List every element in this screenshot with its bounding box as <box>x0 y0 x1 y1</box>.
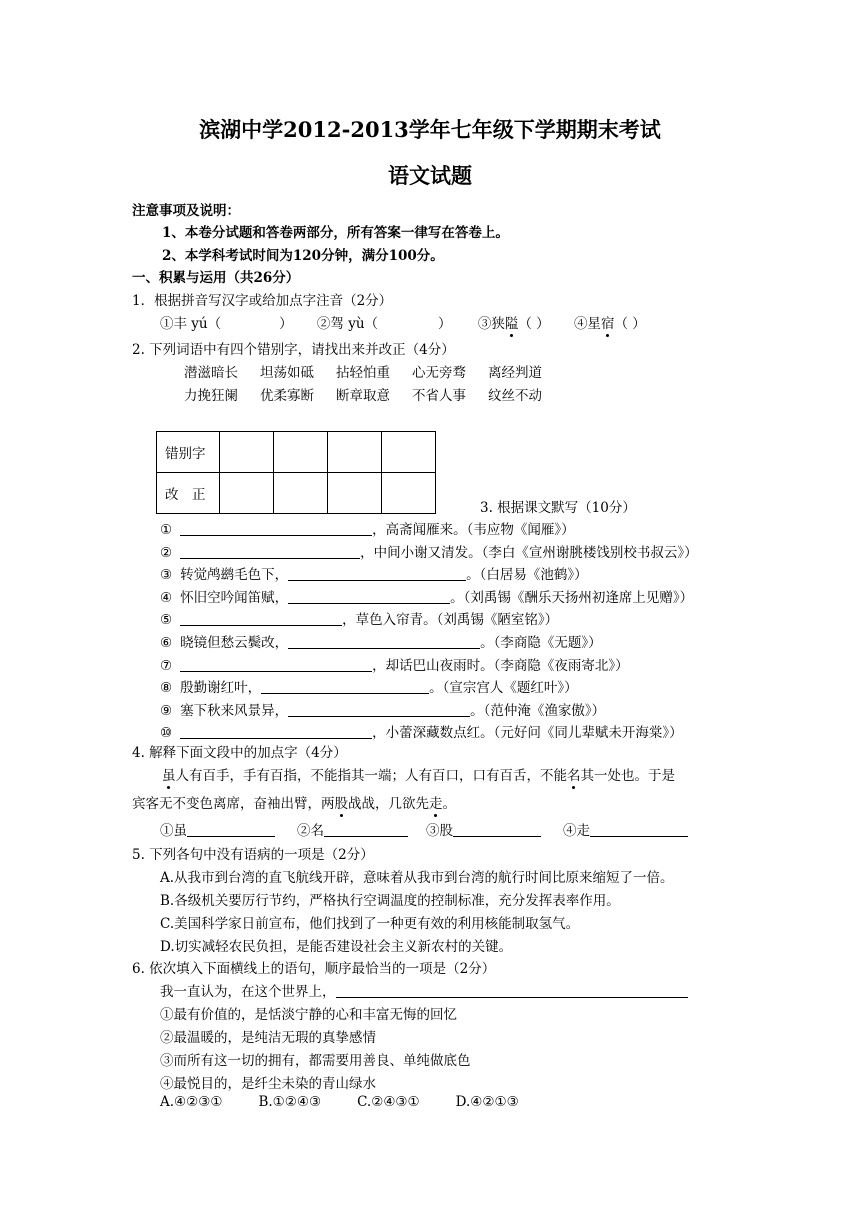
q6-lead: 我一直认为，在这个世界上， <box>160 980 688 1000</box>
q3-line <box>160 563 588 583</box>
q3-line-number: ③ <box>160 567 173 584</box>
q3-line-after: 。（范仲淹《渔家傲》） <box>470 702 606 719</box>
answer-blank[interactable] <box>261 680 429 695</box>
q1-item: ①丰 yú（ ） <box>160 316 293 332</box>
q4-passage-line <box>132 792 456 812</box>
answer-blank[interactable] <box>288 635 480 650</box>
section-heading: 一、积累与运用（共26分） <box>132 270 300 286</box>
q2-words-row2 <box>184 384 564 404</box>
answer-cell[interactable] <box>328 473 382 514</box>
q3-line <box>160 654 629 674</box>
answer-blank[interactable] <box>590 823 688 838</box>
answer-blank[interactable] <box>180 725 372 740</box>
dotted-char: 走 <box>429 792 443 812</box>
q2-word: 纹丝不动 <box>488 388 542 404</box>
q3-line-before: 晓镜但愁云鬓改， <box>180 635 289 651</box>
page-subtitle: 语文试题 <box>388 163 472 188</box>
q2-word: 潜滋暗长 <box>184 365 238 381</box>
q4-answer-label: ②名 <box>297 823 324 839</box>
table-header: 错别字 <box>157 432 220 473</box>
answer-blank[interactable] <box>180 544 360 559</box>
q6-choice: B.①②④③ <box>258 1094 322 1110</box>
q3-line-number: ④ <box>160 589 173 606</box>
q3-line-after: 。（白居易《池鹤》） <box>466 567 588 584</box>
q4-stem: 4. 解释下面文段中的加点字（4分） <box>132 745 347 761</box>
typo-table <box>156 431 436 514</box>
q3-line-number: ② <box>160 544 173 561</box>
passage-text: 宾客无不变色离席，奋袖出臂，两 <box>132 796 335 812</box>
q3-line-after: ，中间小谢又清发。（李白《宣州谢朓楼饯别校书叔云》） <box>360 544 698 561</box>
q2-word: 心无旁骛 <box>412 365 466 381</box>
q3-line-number: ⑨ <box>160 702 173 719</box>
q4-answer-label: ③股 <box>426 823 453 839</box>
answer-cell[interactable] <box>220 473 274 514</box>
answer-blank[interactable] <box>180 612 342 627</box>
answer-blank[interactable] <box>180 522 372 537</box>
q3-line-after: ，小蕾深藏数点红。（元好问《同儿辈赋未开海棠》） <box>372 725 683 742</box>
q5-option: D.切实减轻农民负担，是能否建设社会主义新农村的关键。 <box>160 939 513 955</box>
passage-text: 其一处也。于是 <box>580 768 675 784</box>
q3-line-after: ，却话巴山夜雨时。（李商隐《夜雨寄北》） <box>372 657 629 674</box>
q3-line <box>160 541 698 561</box>
table-row <box>157 432 436 473</box>
q3-line <box>160 631 602 651</box>
passage-text: 人有百手，手有百指，不能指其一端；人有百口，口有百舌，不能 <box>175 768 567 784</box>
q5-stem: 5. 下列各句中没有语病的一项是（2分） <box>132 847 374 863</box>
q3-line-after: ，高斋闻雁来。（韦应物《闻雁》） <box>372 522 575 538</box>
q4-answer-label: ④走 <box>563 823 590 839</box>
answer-blank[interactable] <box>288 589 450 604</box>
q1-item: ③狭隘（ ） <box>478 316 550 332</box>
q3-line <box>160 699 605 719</box>
answer-blank[interactable] <box>180 657 372 672</box>
q3-line-before: 殷勤谢红叶， <box>180 680 262 697</box>
answer-cell[interactable] <box>382 473 436 514</box>
q3-line-after: 。（宣宗宫人《题红叶》） <box>429 680 578 697</box>
q2-word: 坦荡如砥 <box>260 365 314 381</box>
answer-cell[interactable] <box>382 432 436 473</box>
q2-word: 离经判道 <box>488 365 542 381</box>
q3-line <box>160 676 578 696</box>
q3-line-number: ⑤ <box>160 612 173 629</box>
q4-passage-line <box>162 764 675 784</box>
q6-choice: A.④②③① <box>160 1094 223 1110</box>
answer-blank[interactable] <box>453 823 541 838</box>
q6-item: ④最悦目的，是纤尘未染的青山绿水 <box>160 1076 376 1092</box>
q6-stem: 6. 依次填入下面横线上的语句，顺序最恰当的一项是（2分） <box>132 961 496 977</box>
q4-answer-label: ①虽 <box>160 823 187 839</box>
q3-stem: 3. 根据课文默写（10分） <box>480 500 636 516</box>
q5-option: B.各级机关要厉行节约，严格执行空调温度的控制标准，充分发挥表率作用。 <box>160 893 620 909</box>
answer-cell[interactable] <box>274 432 328 473</box>
page-title: 滨湖中学2012-2013学年七年级下学期期末考试 <box>199 117 661 142</box>
passage-text: 战战，几欲先 <box>348 796 429 812</box>
q2-word: 力挽狂阑 <box>184 388 238 404</box>
q6-choice: D.④②①③ <box>455 1094 519 1110</box>
answer-cell[interactable] <box>274 473 328 514</box>
q3-line-number: ⑧ <box>160 680 173 697</box>
q1-item: ④星宿（ ） <box>574 316 646 332</box>
q3-line-after: ，草色入帘青。（刘禹锡《陋室铭》） <box>342 612 559 629</box>
q3-line-after: 。（李商隐《无题》） <box>480 635 602 651</box>
dotted-char: 股 <box>335 792 349 812</box>
table-header: 改 正 <box>157 473 220 514</box>
answer-cell[interactable] <box>328 432 382 473</box>
q1-items <box>160 312 646 332</box>
q3-line-before: 怀旧空吟闻笛赋， <box>180 589 289 606</box>
q6-item: ②最温暖的，是纯洁无瑕的真挚感情 <box>160 1030 376 1046</box>
q6-item: ①最有价值的，是恬淡宁静的心和丰富无悔的回忆 <box>160 1007 457 1023</box>
answer-blank[interactable] <box>187 823 275 838</box>
q3-line <box>160 721 683 741</box>
note-item: 2、本学科考试时间为120分钟，满分100分。 <box>162 248 444 264</box>
q1-item: ②驾 yù（ ） <box>316 316 452 332</box>
q3-line-after: 。（刘禹锡《酬乐天扬州初逢席上见赠》） <box>450 589 694 606</box>
answer-blank[interactable] <box>336 984 688 999</box>
q3-line-number: ① <box>160 522 173 538</box>
answer-blank[interactable] <box>288 567 466 582</box>
q2-words-row1 <box>184 361 564 381</box>
q2-word: 拈轻怕重 <box>336 365 390 381</box>
answer-cell[interactable] <box>220 432 274 473</box>
q3-line <box>160 518 575 538</box>
q5-option: C.美国科学家日前宣布，他们找到了一种更有效的利用核能制取氢气。 <box>160 916 580 932</box>
dotted-char: 名 <box>567 764 581 784</box>
q2-word: 断章取意 <box>336 388 390 404</box>
note-item: 1、本卷分试题和答卷两部分，所有答案一律写在答卷上。 <box>162 225 509 241</box>
answer-blank[interactable] <box>324 823 408 838</box>
q3-line-number: ⑩ <box>160 725 173 742</box>
q6-choices <box>160 1094 519 1110</box>
answer-blank[interactable] <box>288 702 470 717</box>
q5-option: A.从我市到台湾的直飞航线开辟，意味着从我市到台湾的航行时间比原来缩短了一倍。 <box>160 870 674 886</box>
q1-stem: 1．根据拼音写汉字或给加点字注音（2分） <box>132 293 393 309</box>
q6-item: ③而所有这一切的拥有，都需要用善良、单纯做底色 <box>160 1053 471 1069</box>
notes-heading: 注意事项及说明： <box>132 203 240 219</box>
q3-line <box>160 586 693 606</box>
dotted-char: 虽 <box>162 764 176 784</box>
q2-word: 不省人事 <box>412 388 466 404</box>
q3-line <box>160 608 558 628</box>
passage-text: 。 <box>442 796 456 812</box>
q6-choice: C.②④③① <box>357 1094 420 1110</box>
q3-line-number: ⑦ <box>160 657 173 674</box>
q2-stem: 2. 下列词语中有四个错别字，请找出来并改正（4分） <box>132 342 455 358</box>
q2-word: 优柔寡断 <box>260 388 314 404</box>
table-row <box>157 473 436 514</box>
q3-line-number: ⑥ <box>160 635 173 651</box>
q4-answers <box>160 819 688 839</box>
q3-line-before: 塞下秋来风景异， <box>180 702 289 719</box>
q3-line-before: 转觉鸬鹚毛色下， <box>180 567 289 584</box>
